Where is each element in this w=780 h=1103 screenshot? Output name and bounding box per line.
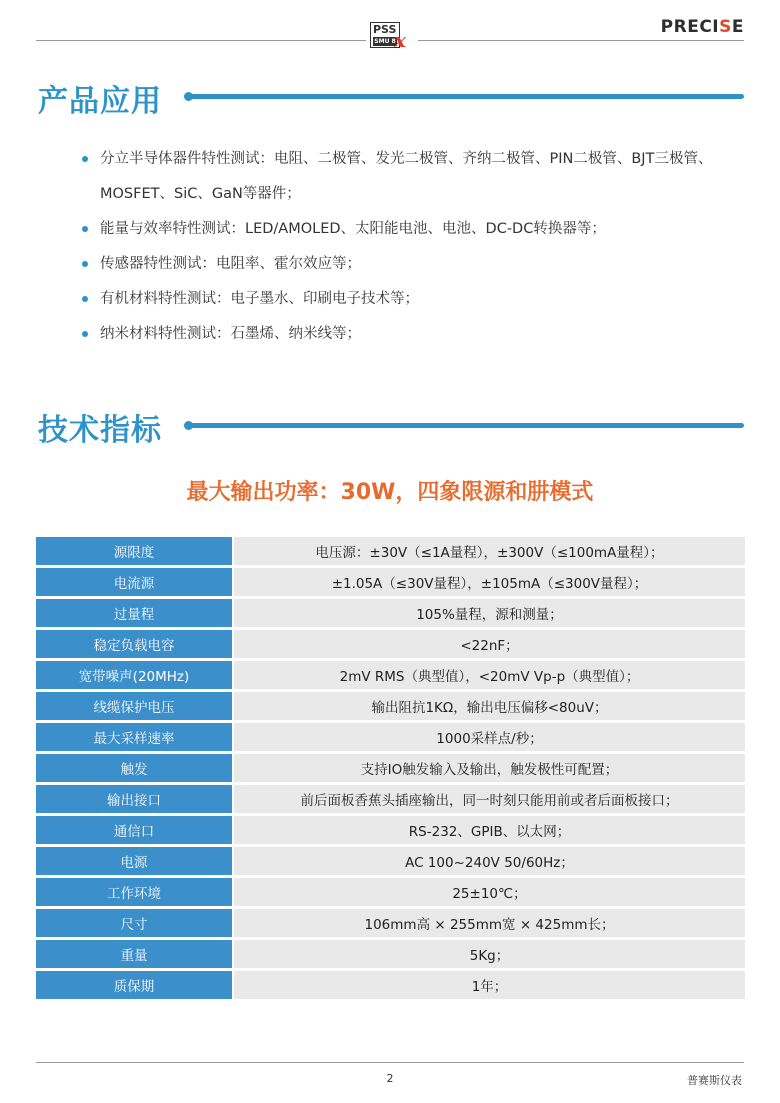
table-row [36,568,745,596]
list-item: 传感器特性测试：电阻率、霍尔效应等； [82,247,722,282]
spec-value-cell: ±1.05A（≤30V量程），±105mA（≤300V量程）； [234,568,745,596]
smu-logo-text: SMU 8 [374,38,396,45]
table-row [36,971,745,999]
spec-value-cell: 电压源：±30V（≤1A量程），±300V（≤100mA量程）； [234,537,745,565]
footer-divider [36,1062,744,1063]
table-row [36,878,745,906]
pss-logo-text: PSS [373,23,397,36]
applications-title: 产品应用 [38,84,162,119]
brand-text-accent: S [719,17,732,37]
applications-title-rule [186,94,744,99]
spec-value-cell: 106mm高 × 255mm宽 × 425mm长； [234,909,745,937]
spec-value-cell: RS-232、GPIB、以太网； [234,816,745,844]
product-logo [366,20,418,52]
footer-company: 普赛斯仪表 [687,1074,742,1087]
spec-key-cell: 稳定负载电容 [36,630,232,658]
spec-key-cell: 电源 [36,847,232,875]
spec-value-cell: 25±10℃； [234,878,745,906]
list-item: 分立半导体器件特性测试：电阻、二极管、发光二极管、齐纳二极管、PIN二极管、BJT三极管、MOSFET、SiC、GaN等器件； [82,142,722,212]
table-row [36,785,745,813]
brand-text-end: E [731,17,744,37]
list-item: 有机材料特性测试：电子墨水、印刷电子技术等； [82,282,722,317]
table-row [36,599,745,627]
table-row [36,692,745,720]
spec-value-cell: 1000采样点/秒； [234,723,745,751]
spec-key-cell: 电流源 [36,568,232,596]
spec-value-cell: <22nF； [234,630,745,658]
table-row [36,909,745,937]
spec-key-cell: 通信口 [36,816,232,844]
list-item: 能量与效率特性测试：LED/AMOLED、太阳能电池、电池、DC-DC转换器等； [82,212,722,247]
spec-value-cell: 5Kg； [234,940,745,968]
specs-subtitle: 最大输出功率：30W，四象限源和肼模式 [186,480,594,505]
spec-key-cell: 工作环境 [36,878,232,906]
spec-value-cell: 支持IO触发输入及输出，触发极性可配置； [234,754,745,782]
spec-key-cell: 过量程 [36,599,232,627]
spec-key-cell: 源限度 [36,537,232,565]
specs-title-rule [186,423,744,428]
table-row [36,537,745,565]
spec-value-cell: AC 100~240V 50/60Hz； [234,847,745,875]
list-item: 纳米材料特性测试：石墨烯、纳米线等； [82,317,722,352]
spec-table [36,534,745,1002]
spec-value-cell: 2mV RMS（典型值），<20mV Vp-p（典型值）； [234,661,745,689]
table-row [36,940,745,968]
table-row [36,630,745,658]
spec-key-cell: 线缆保护电压 [36,692,232,720]
specs-title: 技术指标 [38,413,162,448]
spec-key-cell: 重量 [36,940,232,968]
table-row [36,723,745,751]
spec-value-cell: 输出阻抗1KΩ，输出电压偏移<80uV； [234,692,745,720]
spec-key-cell: 尺寸 [36,909,232,937]
spec-key-cell: 触发 [36,754,232,782]
brand-logo [661,17,744,37]
spec-key-cell: 宽带噪声(20MHz) [36,661,232,689]
spec-value-cell: 前后面板香蕉头插座输出，同一时刻只能用前或者后面板接口； [234,785,745,813]
table-row [36,754,745,782]
page-number: 2 [386,1072,394,1085]
spec-key-cell: 输出接口 [36,785,232,813]
table-row [36,816,745,844]
brand-text-start: PRECI [660,17,720,37]
logo-x-mark: x [394,28,406,52]
table-row [36,661,745,689]
spec-value-cell: 1年； [234,971,745,999]
applications-list [82,142,722,352]
spec-key-cell: 最大采样速率 [36,723,232,751]
table-row [36,847,745,875]
spec-value-cell: 105%量程，源和测量； [234,599,745,627]
spec-key-cell: 质保期 [36,971,232,999]
